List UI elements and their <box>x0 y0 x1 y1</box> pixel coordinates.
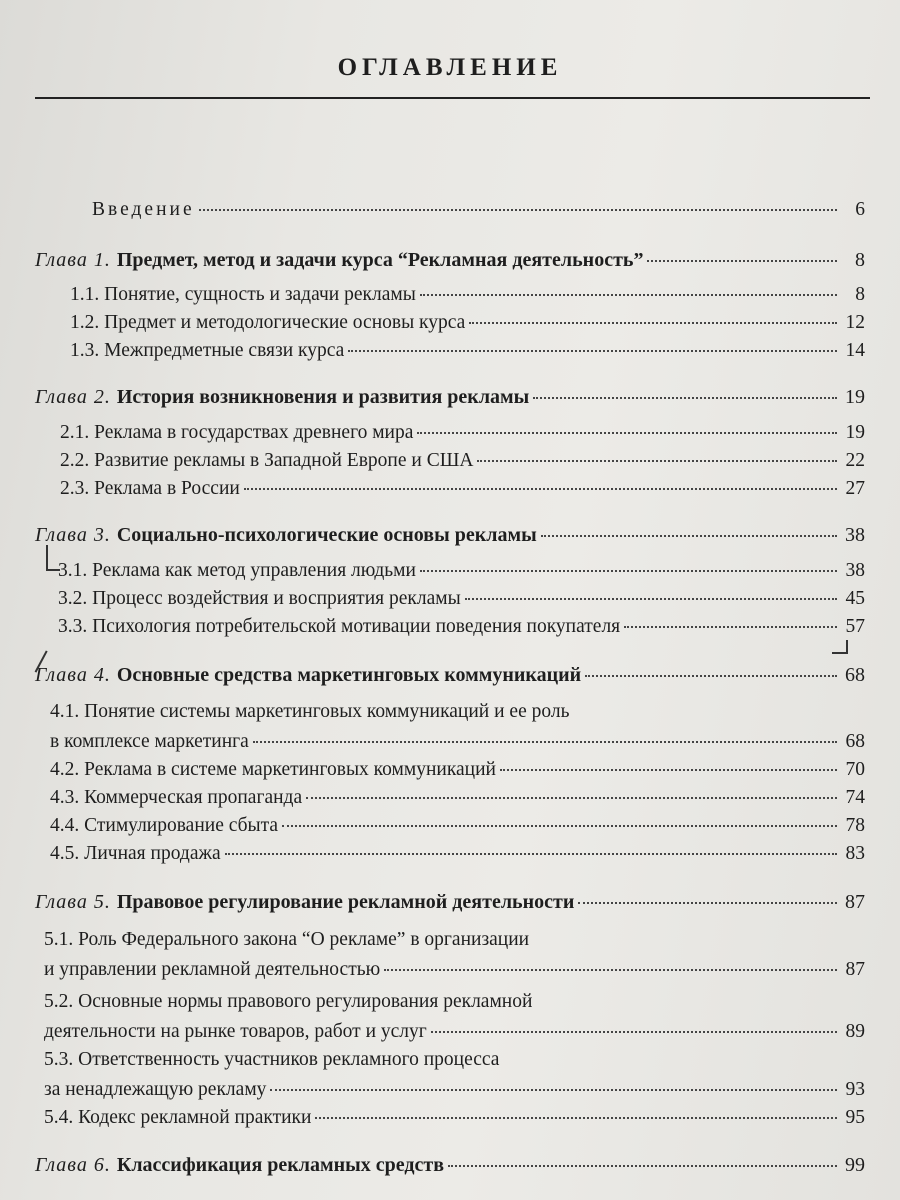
page-number: 45 <box>845 588 865 609</box>
chapter-number: Глава 1. <box>35 249 117 271</box>
chapter-title: Предмет, метод и задачи курса “Рекламная деятельность” <box>116 249 644 271</box>
toc-chapter-entry <box>35 382 865 412</box>
dot-leader <box>244 487 837 490</box>
toc-entry-label <box>35 1150 444 1180</box>
toc-section-entry <box>50 811 865 841</box>
page-number: 87 <box>845 891 865 913</box>
dot-leader <box>315 1116 837 1119</box>
chapter-title: Социально-психологические основы рекламы <box>116 524 537 546</box>
toc-entry-label: и управлении рекламной деятельностью <box>44 959 381 980</box>
toc-entry-first-line: 5.3. Ответственность участников рекламного процесса <box>44 1049 500 1070</box>
dot-leader <box>431 1030 837 1033</box>
dot-leader <box>477 459 837 462</box>
page-number: 38 <box>845 524 865 546</box>
dot-leader <box>465 597 837 600</box>
chapter-number: Глава 2. <box>35 386 117 408</box>
toc-entry-label <box>35 245 643 275</box>
page-number: 19 <box>845 386 865 408</box>
dot-leader <box>420 569 837 572</box>
toc-section-entry <box>60 446 865 476</box>
dot-leader <box>578 901 837 904</box>
toc-entry-label <box>35 660 581 690</box>
toc-intro-entry <box>92 195 865 225</box>
page-number: 19 <box>845 422 865 443</box>
toc-entry-label: 3.3. Психология потребительской мотивации поведения покупателя <box>58 616 621 637</box>
toc-chapter-entry <box>35 520 865 550</box>
toc-entry-first-line: 5.1. Роль Федерального закона “О рекламе” в организации <box>44 929 530 950</box>
toc-entry-label: 4.5. Личная продажа <box>50 843 221 864</box>
dot-leader <box>420 293 837 296</box>
toc-chapter-entry <box>35 1150 865 1180</box>
page-number: 99 <box>845 1154 865 1176</box>
toc-entry-label: 3.2. Процесс воздействия и восприятия рекламы <box>58 588 461 609</box>
page-number: 27 <box>845 478 865 499</box>
dot-leader <box>348 349 837 352</box>
chapter-title: Основные средства маркетинговых коммуникаций <box>116 664 582 686</box>
page-number: 70 <box>845 759 865 780</box>
page-number: 38 <box>845 560 865 581</box>
dot-leader <box>448 1164 837 1167</box>
toc-chapter-entry <box>35 887 865 917</box>
toc-chapter-entry <box>35 245 865 275</box>
toc-entry-label: в комплексе маркетинга <box>50 731 249 752</box>
dot-leader <box>253 740 837 743</box>
dot-leader <box>282 824 837 827</box>
chapter-title: Правовое регулирование рекламной деятельности <box>116 891 575 913</box>
toc-entry-label: 1.3. Межпредметные связи курса <box>70 340 345 361</box>
toc-section-entry <box>70 280 865 310</box>
toc-section-entry <box>44 929 865 985</box>
toc-section-entry <box>50 701 865 757</box>
toc-entry-label: 4.2. Реклама в системе маркетинговых коммуникаций <box>50 759 496 780</box>
chapter-number: Глава 4. <box>35 664 117 686</box>
page-number: 93 <box>845 1079 865 1100</box>
dot-leader <box>533 396 837 399</box>
chapter-number: Глава 3. <box>35 524 117 546</box>
page-number: 6 <box>855 199 865 220</box>
dot-leader <box>624 625 837 628</box>
toc-entry-label: 2.2. Развитие рекламы в Западной Европе и США <box>60 450 474 471</box>
toc-section-entry <box>60 474 865 504</box>
dot-leader <box>199 208 837 211</box>
page-number: 87 <box>845 959 865 980</box>
toc-section-entry <box>70 336 865 366</box>
toc-entry-label: 2.1. Реклама в государствах древнего мира <box>60 422 414 443</box>
toc-entry-label: 5.4. Кодекс рекламной практики <box>44 1107 312 1128</box>
dot-leader <box>541 534 837 537</box>
toc-entry-label: деятельности на рынке товаров, работ и услуг <box>44 1021 427 1042</box>
toc-entry-label: Введение <box>92 199 195 220</box>
page-number: 22 <box>845 450 865 471</box>
dot-leader <box>384 968 837 971</box>
page-number: 12 <box>845 312 865 333</box>
dot-leader <box>306 796 837 799</box>
chapter-title: Классификация рекламных средств <box>116 1154 445 1176</box>
dot-leader <box>225 852 837 855</box>
dot-leader <box>417 431 837 434</box>
page-number: 68 <box>845 731 865 752</box>
page-number: 74 <box>845 787 865 808</box>
toc-entry-label: 4.4. Стимулирование сбыта <box>50 815 279 836</box>
toc-entry-label: 4.3. Коммерческая пропаганда <box>50 787 303 808</box>
page-number: 8 <box>855 249 865 271</box>
toc-section-entry <box>44 991 865 1047</box>
toc-section-entry <box>58 612 865 642</box>
chapter-title: История возникновения и развития рекламы <box>116 386 530 408</box>
toc-entry-label <box>35 382 529 412</box>
toc-entry-label <box>35 520 537 550</box>
toc-entry-label: 1.2. Предмет и методологические основы курса <box>70 312 466 333</box>
toc-section-entry <box>50 783 865 813</box>
toc-section-entry <box>58 584 865 614</box>
page-number: 14 <box>845 340 865 361</box>
pencil-bracket-mark <box>832 640 848 654</box>
toc-section-entry <box>70 308 865 338</box>
toc-entry-label: 1.1. Понятие, сущность и задачи рекламы <box>70 284 416 305</box>
toc-entry-first-line: 4.1. Понятие системы маркетинговых коммуникаций и ее роль <box>50 701 570 722</box>
toc-section-entry <box>58 556 865 586</box>
page-number: 57 <box>845 616 865 637</box>
toc-section-entry <box>44 1049 865 1105</box>
page-number: 8 <box>855 284 865 305</box>
chapter-number: Глава 6. <box>35 1154 117 1176</box>
page-number: 89 <box>845 1021 865 1042</box>
page-number: 95 <box>845 1107 865 1128</box>
dot-leader <box>469 321 837 324</box>
toc-section-entry <box>60 418 865 448</box>
toc-section-entry <box>50 755 865 785</box>
toc-chapter-entry <box>35 660 865 690</box>
page-title: ОГЛАВЛЕНИЕ <box>337 54 563 81</box>
page-number: 68 <box>845 664 865 686</box>
page-number: 83 <box>845 843 865 864</box>
dot-leader <box>647 259 837 262</box>
page-number: 78 <box>845 815 865 836</box>
toc-entry-first-line: 5.2. Основные нормы правового регулирования рекламной <box>44 991 533 1012</box>
toc-entry-label <box>35 887 574 917</box>
toc-entry-label: 2.3. Реклама в России <box>60 478 240 499</box>
pencil-bracket-mark <box>46 545 60 571</box>
dot-leader <box>500 768 837 771</box>
toc-section-entry <box>44 1103 865 1133</box>
toc-entry-label: за ненадлежащую рекламу <box>44 1079 267 1100</box>
toc-entry-label: 3.1. Реклама как метод управления людьми <box>58 560 416 581</box>
chapter-number: Глава 5. <box>35 891 117 913</box>
dot-leader <box>270 1088 837 1091</box>
dot-leader <box>585 674 837 677</box>
toc-section-entry <box>50 839 865 869</box>
